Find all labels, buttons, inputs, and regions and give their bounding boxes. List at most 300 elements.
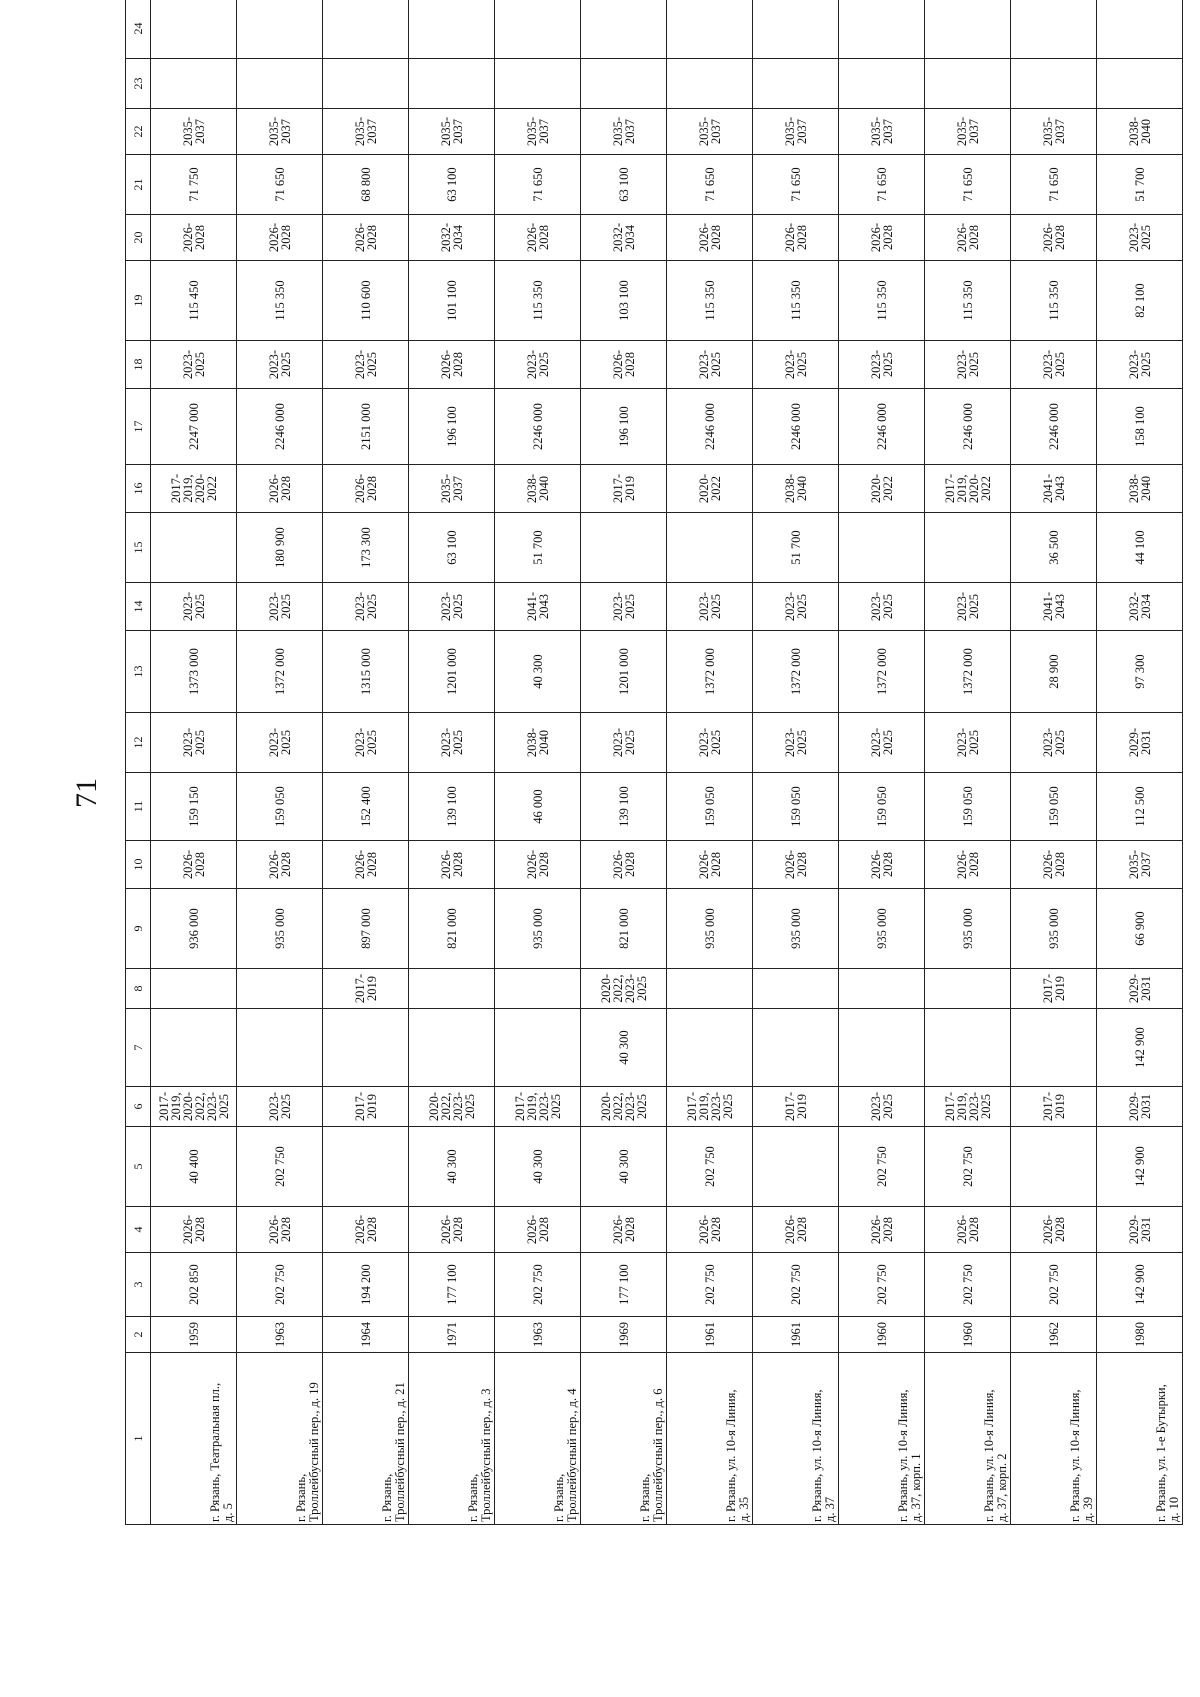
table-cell: 2035- 2037: [409, 465, 495, 513]
table-cell: [409, 0, 495, 59]
table-cell: 1962: [1011, 1317, 1097, 1353]
table-cell: [667, 59, 753, 109]
table-cell: 71 650: [925, 155, 1011, 215]
table-cell: 2026- 2028: [495, 841, 581, 889]
table-cell: 2023- 2025: [839, 713, 925, 773]
table-cell: [237, 969, 323, 1009]
table-cell: 202 850: [151, 1253, 237, 1317]
table-cell: 2017- 2019, 2020- 2022, 2023- 2025: [151, 1087, 237, 1127]
table-cell: 28 900: [1011, 631, 1097, 713]
table-cell: 1372 000: [753, 631, 839, 713]
table-cell: 2026- 2028: [237, 1207, 323, 1253]
table-cell: [237, 1009, 323, 1087]
table-cell: 2020- 2022: [839, 465, 925, 513]
table-cell: 2026- 2028: [323, 215, 409, 261]
table-cell: 2023- 2025: [1011, 341, 1097, 389]
table-cell: 2247 000: [151, 389, 237, 465]
table-cell: 821 000: [581, 889, 667, 969]
column-number: 24: [126, 0, 151, 59]
table-cell: 2023- 2025: [581, 713, 667, 773]
table-cell: 2023- 2025: [151, 583, 237, 631]
table-cell: 2035- 2037: [839, 109, 925, 155]
table-cell: 2035- 2037: [323, 109, 409, 155]
column-number: 5: [126, 1127, 151, 1207]
table-row: [925, 0, 1011, 1525]
table-cell: 173 300: [323, 513, 409, 583]
column-number: 20: [126, 215, 151, 261]
table-cell: 202 750: [1011, 1253, 1097, 1317]
column-number: 2: [126, 1317, 151, 1353]
table-cell: 152 400: [323, 773, 409, 841]
table-cell: [323, 59, 409, 109]
table-cell: 2023- 2025: [237, 583, 323, 631]
table-cell: 2017- 2019: [1011, 969, 1097, 1009]
table-cell: [323, 0, 409, 59]
table-cell: 1315 000: [323, 631, 409, 713]
table-cell: 177 100: [409, 1253, 495, 1317]
table-cell: [925, 969, 1011, 1009]
table-cell: 44 100: [1097, 513, 1183, 583]
table-cell: [409, 1009, 495, 1087]
table-cell: 202 750: [237, 1253, 323, 1317]
table-row: [151, 0, 237, 1525]
table-cell: 935 000: [237, 889, 323, 969]
table-cell: 1961: [667, 1317, 753, 1353]
table-cell: [1011, 1009, 1097, 1087]
table-cell: 66 900: [1097, 889, 1183, 969]
column-number-row: [126, 0, 151, 1525]
table-cell: 2026- 2028: [581, 341, 667, 389]
table-cell: 2035- 2037: [1097, 841, 1183, 889]
table-row: [495, 0, 581, 1525]
table-cell: 2023- 2025: [323, 341, 409, 389]
table-cell: 2038- 2040: [495, 465, 581, 513]
table-row: [839, 0, 925, 1525]
table-cell: 2026- 2028: [409, 341, 495, 389]
table-cell: [1011, 59, 1097, 109]
table-cell: 159 050: [667, 773, 753, 841]
table-cell: 71 650: [1011, 155, 1097, 215]
table-cell: 1963: [237, 1317, 323, 1353]
table-cell: [753, 0, 839, 59]
table-cell: 2246 000: [1011, 389, 1097, 465]
table-cell: 158 100: [1097, 389, 1183, 465]
table-row: [409, 0, 495, 1525]
address-cell: г. Рязань, ул. 10-я Линия, д. 37: [753, 1353, 839, 1525]
table-cell: 2151 000: [323, 389, 409, 465]
table-cell: 2023- 2025: [925, 583, 1011, 631]
table-cell: 2026- 2028: [409, 841, 495, 889]
table-cell: [409, 969, 495, 1009]
table-cell: 2026- 2028: [151, 841, 237, 889]
table-cell: 71 650: [495, 155, 581, 215]
table-cell: 2023- 2025: [839, 1087, 925, 1127]
table-cell: 202 750: [667, 1253, 753, 1317]
table-cell: 2017- 2019, 2020- 2022: [151, 465, 237, 513]
table-cell: 2023- 2025: [237, 713, 323, 773]
table-cell: 2026- 2028: [237, 215, 323, 261]
table-cell: 1971: [409, 1317, 495, 1353]
table-cell: 71 750: [151, 155, 237, 215]
table-cell: [151, 1009, 237, 1087]
table-cell: 2017- 2019: [323, 1087, 409, 1127]
column-number: 15: [126, 513, 151, 583]
table-cell: 2035- 2037: [667, 109, 753, 155]
column-number: 1: [126, 1353, 151, 1525]
table-cell: 2023- 2025: [495, 341, 581, 389]
table-cell: 935 000: [667, 889, 753, 969]
table-cell: 159 150: [151, 773, 237, 841]
table-cell: 139 100: [409, 773, 495, 841]
table-cell: 63 100: [409, 155, 495, 215]
table-cell: 2026- 2028: [753, 841, 839, 889]
table-cell: 2026- 2028: [581, 841, 667, 889]
page-number: 71: [70, 778, 103, 808]
table-cell: [495, 59, 581, 109]
table-cell: 2023- 2025: [1097, 215, 1183, 261]
address-cell: г. Рязань, Троллейбусный пер., д. 21: [323, 1353, 409, 1525]
table-cell: 2026- 2028: [1011, 215, 1097, 261]
address-cell: г. Рязань, Троллейбусный пер., д. 19: [237, 1353, 323, 1525]
table-cell: 2023- 2025: [151, 713, 237, 773]
table-cell: 115 350: [495, 261, 581, 341]
table-cell: 2029- 2031: [1097, 1087, 1183, 1127]
table-cell: 36 500: [1011, 513, 1097, 583]
table-row: [667, 0, 753, 1525]
table-cell: 897 000: [323, 889, 409, 969]
table-cell: 2023- 2025: [753, 583, 839, 631]
table-cell: 1960: [839, 1317, 925, 1353]
table-cell: 2041- 2043: [1011, 465, 1097, 513]
table-cell: 2026- 2028: [1011, 841, 1097, 889]
table-cell: 2023- 2025: [409, 713, 495, 773]
table-row: [1011, 0, 1097, 1525]
table-cell: 2246 000: [495, 389, 581, 465]
table-cell: [753, 969, 839, 1009]
table-cell: 2026- 2028: [667, 215, 753, 261]
address-cell: г. Рязань, ул. 1-е Бутырки, д. 10: [1097, 1353, 1183, 1525]
table-cell: 935 000: [495, 889, 581, 969]
table-cell: 2023- 2025: [839, 583, 925, 631]
table-cell: 2032- 2034: [409, 215, 495, 261]
table-cell: 2023- 2025: [753, 713, 839, 773]
table-cell: 2017- 2019: [753, 1087, 839, 1127]
table-cell: [581, 513, 667, 583]
column-number: 10: [126, 841, 151, 889]
table-cell: 2246 000: [237, 389, 323, 465]
table-cell: 115 350: [237, 261, 323, 341]
table-cell: 2029- 2031: [1097, 713, 1183, 773]
table-cell: 1372 000: [237, 631, 323, 713]
table-cell: 1959: [151, 1317, 237, 1353]
table-cell: [1097, 59, 1183, 109]
table-cell: 1964: [323, 1317, 409, 1353]
address-cell: г. Рязань, Троллейбусный пер., д. 3: [409, 1353, 495, 1525]
table-cell: 2026- 2028: [495, 215, 581, 261]
table-cell: 2026- 2028: [753, 215, 839, 261]
table-cell: [667, 513, 753, 583]
table-cell: 2026- 2028: [667, 841, 753, 889]
table-cell: 71 650: [237, 155, 323, 215]
table-cell: 115 350: [753, 261, 839, 341]
table-cell: 2246 000: [839, 389, 925, 465]
table-cell: 2017- 2019, 2020- 2022: [925, 465, 1011, 513]
table-cell: 194 200: [323, 1253, 409, 1317]
table-cell: 2038- 2040: [753, 465, 839, 513]
address-cell: г. Рязань, Троллейбусный пер., д. 4: [495, 1353, 581, 1525]
table-cell: 110 600: [323, 261, 409, 341]
table-cell: 40 400: [151, 1127, 237, 1207]
table-cell: 159 050: [925, 773, 1011, 841]
table-cell: [839, 0, 925, 59]
table-cell: 2035- 2037: [1011, 109, 1097, 155]
table-cell: [237, 0, 323, 59]
table-cell: 2038- 2040: [1097, 109, 1183, 155]
table-cell: [1097, 0, 1183, 59]
table-cell: [581, 0, 667, 59]
table-cell: 1372 000: [925, 631, 1011, 713]
table-cell: 2035- 2037: [925, 109, 1011, 155]
table-cell: 142 900: [1097, 1009, 1183, 1087]
table-cell: 97 300: [1097, 631, 1183, 713]
table-cell: 2246 000: [667, 389, 753, 465]
table-cell: 2023- 2025: [151, 341, 237, 389]
column-number: 22: [126, 109, 151, 155]
column-number: 16: [126, 465, 151, 513]
column-number: 8: [126, 969, 151, 1009]
table-row: [1097, 0, 1183, 1525]
table-cell: 2023- 2025: [925, 341, 1011, 389]
table-cell: 2026- 2028: [1011, 1207, 1097, 1253]
table-cell: 63 100: [409, 513, 495, 583]
table-cell: 101 100: [409, 261, 495, 341]
table-cell: 2017- 2019, 2023- 2025: [495, 1087, 581, 1127]
table-cell: 2026- 2028: [667, 1207, 753, 1253]
table-cell: 40 300: [495, 631, 581, 713]
table-row: [323, 0, 409, 1525]
table-row: [581, 0, 667, 1525]
table-cell: [151, 0, 237, 59]
table-cell: 2026- 2028: [323, 841, 409, 889]
table-cell: 196 100: [581, 389, 667, 465]
table-cell: 159 050: [753, 773, 839, 841]
table-cell: 2026- 2028: [839, 841, 925, 889]
table-cell: 2026- 2028: [753, 1207, 839, 1253]
table-cell: 202 750: [237, 1127, 323, 1207]
column-number: 12: [126, 713, 151, 773]
table-cell: [323, 1009, 409, 1087]
table-cell: 82 100: [1097, 261, 1183, 341]
table-cell: [753, 1009, 839, 1087]
table-cell: [495, 0, 581, 59]
table-cell: 2023- 2025: [323, 583, 409, 631]
table-cell: [1011, 1127, 1097, 1207]
table-cell: [323, 1127, 409, 1207]
table-cell: [753, 59, 839, 109]
table-cell: 935 000: [1011, 889, 1097, 969]
table-cell: 2023- 2025: [753, 341, 839, 389]
table-cell: 2020- 2022, 2023- 2025: [581, 969, 667, 1009]
address-cell: г. Рязань, ул. 10-я Линия, д. 37, корп. 2: [925, 1353, 1011, 1525]
table-cell: 2023- 2025: [581, 583, 667, 631]
table-cell: 2038- 2040: [495, 713, 581, 773]
table-cell: 115 350: [667, 261, 753, 341]
table-cell: [925, 1009, 1011, 1087]
address-cell: г. Рязань, Театральная пл., д. 5: [151, 1353, 237, 1525]
table-cell: 142 900: [1097, 1127, 1183, 1207]
table-cell: [839, 59, 925, 109]
table-cell: 177 100: [581, 1253, 667, 1317]
table-cell: 821 000: [409, 889, 495, 969]
table-cell: 2023- 2025: [839, 341, 925, 389]
table-cell: 40 300: [409, 1127, 495, 1207]
table-cell: 2035- 2037: [409, 109, 495, 155]
address-cell: г. Рязань, ул. 10-я Линия, д. 37, корп. 1: [839, 1353, 925, 1525]
address-cell: г. Рязань, ул. 10-я Линия, д. 39: [1011, 1353, 1097, 1525]
table-cell: 2035- 2037: [151, 109, 237, 155]
table-cell: 2035- 2037: [753, 109, 839, 155]
table-cell: 1960: [925, 1317, 1011, 1353]
table-cell: 2041- 2043: [495, 583, 581, 631]
table-cell: 2023- 2025: [1011, 713, 1097, 773]
column-number: 11: [126, 773, 151, 841]
table-cell: 2026- 2028: [151, 215, 237, 261]
table-cell: 40 300: [581, 1009, 667, 1087]
table-cell: 2246 000: [753, 389, 839, 465]
table-cell: [151, 969, 237, 1009]
table-cell: 2246 000: [925, 389, 1011, 465]
table-cell: 2026- 2028: [839, 215, 925, 261]
table-cell: [925, 59, 1011, 109]
table-cell: 202 750: [839, 1253, 925, 1317]
table-cell: [667, 0, 753, 59]
address-cell: г. Рязань, Троллейбусный пер., д. 6: [581, 1353, 667, 1525]
table-cell: 2026- 2028: [237, 841, 323, 889]
data-table: [125, 0, 1183, 1525]
table-cell: [667, 969, 753, 1009]
table-cell: 2026- 2028: [151, 1207, 237, 1253]
table-cell: 2023- 2025: [237, 341, 323, 389]
table-cell: [495, 969, 581, 1009]
table-cell: 142 900: [1097, 1253, 1183, 1317]
table-row: [753, 0, 839, 1525]
column-number: 14: [126, 583, 151, 631]
table-cell: 202 750: [839, 1127, 925, 1207]
table-cell: [667, 1009, 753, 1087]
table-cell: 159 050: [839, 773, 925, 841]
table-cell: 112 500: [1097, 773, 1183, 841]
table-cell: 2026- 2028: [925, 215, 1011, 261]
table-cell: [925, 0, 1011, 59]
table-cell: 139 100: [581, 773, 667, 841]
column-number: 21: [126, 155, 151, 215]
table-cell: 2038- 2040: [1097, 465, 1183, 513]
table-cell: 115 450: [151, 261, 237, 341]
table-cell: 51 700: [1097, 155, 1183, 215]
table-cell: 2023- 2025: [323, 713, 409, 773]
table-cell: 2023- 2025: [667, 341, 753, 389]
table-cell: 2026- 2028: [409, 1207, 495, 1253]
table-cell: 202 750: [753, 1253, 839, 1317]
table-cell: 202 750: [925, 1253, 1011, 1317]
table-cell: 2026- 2028: [925, 1207, 1011, 1253]
table-cell: 2020- 2022, 2023- 2025: [581, 1087, 667, 1127]
table-cell: [237, 59, 323, 109]
table-cell: [839, 1009, 925, 1087]
column-number: 18: [126, 341, 151, 389]
table-cell: 115 350: [839, 261, 925, 341]
table-cell: 2035- 2037: [237, 109, 323, 155]
table-cell: 2026- 2028: [323, 1207, 409, 1253]
column-number: 7: [126, 1009, 151, 1087]
table-cell: 2023- 2025: [237, 1087, 323, 1127]
column-number: 3: [126, 1253, 151, 1317]
table-cell: 1373 000: [151, 631, 237, 713]
table-cell: 2017- 2019, 2023- 2025: [667, 1087, 753, 1127]
table-rotator: [125, 22, 1181, 1525]
column-number: 4: [126, 1207, 151, 1253]
table-cell: [753, 1127, 839, 1207]
table-cell: 71 650: [667, 155, 753, 215]
table-cell: 2023- 2025: [667, 583, 753, 631]
table-cell: 115 350: [1011, 261, 1097, 341]
table-cell: 51 700: [753, 513, 839, 583]
table-cell: 2035- 2037: [495, 109, 581, 155]
table-cell: 40 300: [581, 1127, 667, 1207]
address-cell: г. Рязань, ул. 10-я Линия, д. 35: [667, 1353, 753, 1525]
column-number: 19: [126, 261, 151, 341]
column-number: 17: [126, 389, 151, 465]
table-cell: 2023- 2025: [667, 713, 753, 773]
table-cell: 2026- 2028: [237, 465, 323, 513]
table-cell: 1372 000: [839, 631, 925, 713]
table-cell: 1201 000: [409, 631, 495, 713]
table-cell: 2026- 2028: [581, 1207, 667, 1253]
table-cell: 935 000: [753, 889, 839, 969]
table-cell: 196 100: [409, 389, 495, 465]
column-number: 6: [126, 1087, 151, 1127]
table-cell: 936 000: [151, 889, 237, 969]
table-cell: [151, 59, 237, 109]
table-cell: 935 000: [839, 889, 925, 969]
table-cell: 2023- 2025: [1097, 341, 1183, 389]
table-cell: 1980: [1097, 1317, 1183, 1353]
table-cell: [1011, 0, 1097, 59]
table-cell: 202 750: [495, 1253, 581, 1317]
table-cell: 2026- 2028: [323, 465, 409, 513]
table-row: [237, 0, 323, 1525]
table-cell: [581, 59, 667, 109]
table-cell: 71 650: [839, 155, 925, 215]
table-cell: 71 650: [753, 155, 839, 215]
table-cell: 2026- 2028: [839, 1207, 925, 1253]
table-cell: 51 700: [495, 513, 581, 583]
table-cell: 115 350: [925, 261, 1011, 341]
table-cell: 2026- 2028: [925, 841, 1011, 889]
table-cell: [409, 59, 495, 109]
table-cell: 63 100: [581, 155, 667, 215]
table-cell: 1961: [753, 1317, 839, 1353]
table-cell: 1963: [495, 1317, 581, 1353]
table-cell: 46 000: [495, 773, 581, 841]
table-cell: 1372 000: [667, 631, 753, 713]
table-cell: 1969: [581, 1317, 667, 1353]
table-cell: 935 000: [925, 889, 1011, 969]
table-cell: [839, 513, 925, 583]
table-cell: 2017- 2019, 2023- 2025: [925, 1087, 1011, 1127]
table-cell: 2023- 2025: [409, 583, 495, 631]
column-number: 13: [126, 631, 151, 713]
